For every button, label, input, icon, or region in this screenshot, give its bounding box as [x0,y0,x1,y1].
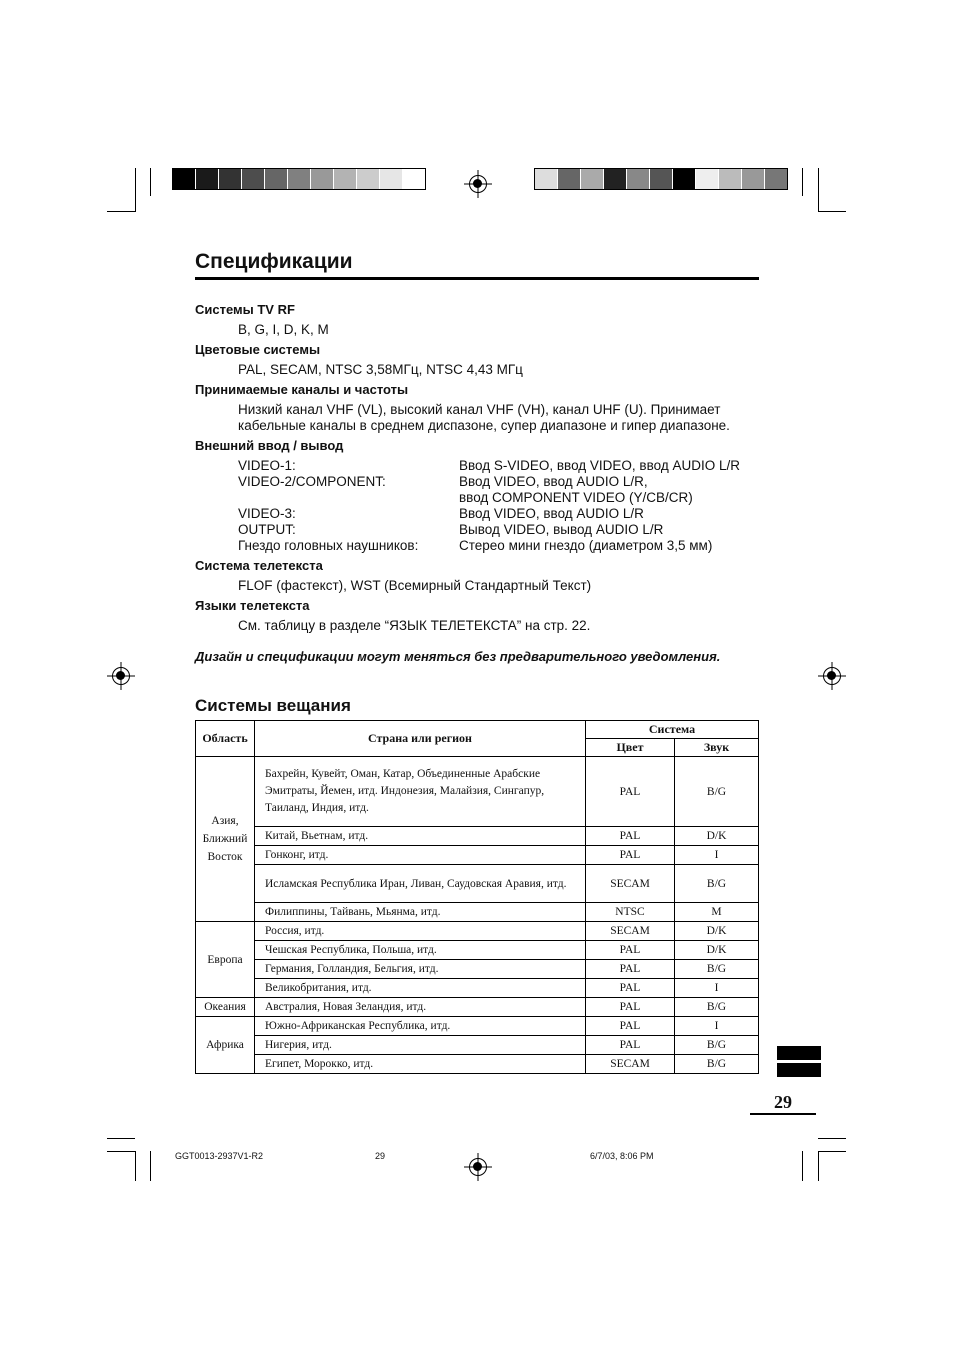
io-value: Ввод S-VIDEO, ввод VIDEO, ввод AUDIO L/R [459,458,740,473]
table-row [196,846,759,865]
color-cell: PAL [586,1017,675,1036]
spec-heading-tv-rf: Системы TV RF [195,302,295,317]
crop-mark [818,1151,846,1152]
spec-heading-teletext: Система телетекста [195,558,323,573]
country-cell: Германия, Голландия, Бельгия, итд. [255,960,586,979]
crop-mark [802,168,803,196]
table-row [196,998,759,1017]
spec-value-color: PAL, SECAM, NTSC 3,58МГц, NTSC 4,43 МГц [238,362,523,377]
color-cell: PAL [586,757,675,827]
region-cell: Африка [196,1017,255,1074]
crop-mark [818,168,819,212]
io-label: OUTPUT: [238,522,296,537]
country-cell: Бахрейн, Кувейт, Оман, Катар, Объединенные Арабские Эмитраты, Йемен, итд. Индонезия, Малайзия, Сингапур, Таиланд, Индия, итд. [255,757,586,827]
page-number: 29 [774,1092,792,1112]
crop-mark [818,1151,819,1181]
region-cell: Океания [196,998,255,1017]
color-cell: PAL [586,998,675,1017]
notice-text: Дизайн и спецификации могут меняться без предварительного уведомления. [195,649,721,664]
registration-mark-icon [112,667,130,685]
sound-cell: D/K [675,941,759,960]
sound-cell: I [675,846,759,865]
registration-mark-icon [469,1158,487,1176]
crop-mark [135,1151,136,1181]
io-value: Ввод VIDEO, ввод AUDIO L/R [459,506,644,521]
side-tab [777,1063,821,1077]
color-cell: SECAM [586,865,675,903]
table-row [196,757,759,827]
spec-heading-channels: Принимаемые каналы и частоты [195,382,409,397]
io-table [195,458,775,554]
country-cell: Исламская Республика Иран, Ливан, Саудовская Аравия, итд. [255,865,586,903]
sound-cell: D/K [675,922,759,941]
table-row [196,903,759,922]
spec-value-line: Низкий канал VHF (VL), высокий канал VHF (VH), канал UHF (U). Принимает [238,402,721,417]
page-title: Спецификации [195,250,353,273]
sound-cell: B/G [675,757,759,827]
country-cell: Россия, итд. [255,922,586,941]
sound-cell: B/G [675,998,759,1017]
country-cell: Австралия, Новая Зеландия, итд. [255,998,586,1017]
side-tab [777,1046,821,1060]
io-label: VIDEO-1: [238,458,296,473]
spec-heading-color: Цветовые системы [195,342,321,357]
table-row [196,960,759,979]
country-cell: Великобритания, итд. [255,979,586,998]
color-cell: PAL [586,1036,675,1055]
io-label: VIDEO-2/COMPONENT: [238,474,386,489]
header-system: Система [586,721,759,739]
sound-cell: B/G [675,960,759,979]
sound-cell: D/K [675,827,759,846]
calibration-bar-left [172,168,426,190]
header-area: Область [196,721,255,757]
spec-list [195,298,775,634]
country-cell: Гонконг, итд. [255,846,586,865]
crop-mark [802,1151,803,1181]
header-color: Цвет [586,739,675,757]
color-cell: NTSC [586,903,675,922]
io-label [238,490,459,506]
page-number-rule [750,1113,816,1115]
table-row [196,941,759,960]
color-cell: PAL [586,941,675,960]
table-row [196,827,759,846]
spec-value-teletext-lang: См. таблицу в разделе “ЯЗЫК ТЕЛЕТЕКСТА” на стр. 22. [238,618,591,633]
spec-heading-teletext-lang: Языки телетекста [195,598,310,613]
footer-center: 29 [375,1151,386,1161]
io-label: VIDEO-3: [238,506,296,521]
color-cell: PAL [586,827,675,846]
crop-mark [107,211,135,212]
sound-cell: B/G [675,1036,759,1055]
color-cell: PAL [586,960,675,979]
crop-mark [150,168,151,196]
registration-mark-icon [823,667,841,685]
color-cell: PAL [586,979,675,998]
sound-cell: B/G [675,1055,759,1074]
table-row [196,1017,759,1036]
crop-mark [135,168,136,212]
io-value: Вывод VIDEO, вывод AUDIO L/R [459,522,664,537]
sound-cell: I [675,1017,759,1036]
spec-value-channels [195,402,775,434]
country-cell: Китай, Вьетнам, итд. [255,827,586,846]
sound-cell: M [675,903,759,922]
table-row [196,922,759,941]
calibration-bar-right [534,168,788,190]
registration-mark-icon [469,175,487,193]
io-value: ввод COMPONENT VIDEO (Y/CB/CR) [459,490,693,505]
footer-right: 6/7/03, 8:06 PM [590,1151,654,1161]
country-cell: Нигерия, итд. [255,1036,586,1055]
table-row [196,1055,759,1074]
region-cell: Европа [196,922,255,998]
footer-left: GGT0013-2937V1-R2 [175,1151,264,1161]
header-country: Страна или регион [255,721,586,757]
header-sound: Звук [675,739,759,757]
crop-mark [818,1138,846,1139]
io-value: Стерео мини гнездо (диаметром 3,5 мм) [459,538,713,553]
sound-cell: B/G [675,865,759,903]
color-cell: SECAM [586,922,675,941]
country-cell: Южно-Африканская Республика, итд. [255,1017,586,1036]
crop-mark [818,211,846,212]
sound-cell: I [675,979,759,998]
io-label: Гнездо головных наушников: [238,538,419,553]
country-cell: Чешская Республика, Польша, итд. [255,941,586,960]
spec-value-tv-rf: B, G, I, D, K, M [238,322,329,337]
table-row [196,865,759,903]
spec-value-line: кабельные каналы в среднем диспазоне, супер диапазоне и гипер диапазоне. [238,418,730,433]
crop-mark [150,1151,151,1181]
country-cell: Египет, Морокко, итд. [255,1055,586,1074]
broadcast-table [195,720,759,1074]
color-cell: PAL [586,846,675,865]
spec-heading-io: Внешний ввод / вывод [195,438,344,453]
table-row [196,979,759,998]
color-cell: SECAM [586,1055,675,1074]
section-title: Системы вещания [195,696,351,715]
table-row [196,1036,759,1055]
country-cell: Филиппины, Тайвань, Мьянма, итд. [255,903,586,922]
crop-mark [107,1151,135,1152]
region-cell: Азия, Ближний Восток [196,757,255,922]
spec-value-teletext: FLOF (фастекст), WST (Всемирный Стандартный Текст) [238,578,592,593]
io-value: Ввод VIDEO, ввод AUDIO L/R, [459,474,648,489]
crop-mark [107,1138,135,1139]
title-rule [195,277,759,280]
